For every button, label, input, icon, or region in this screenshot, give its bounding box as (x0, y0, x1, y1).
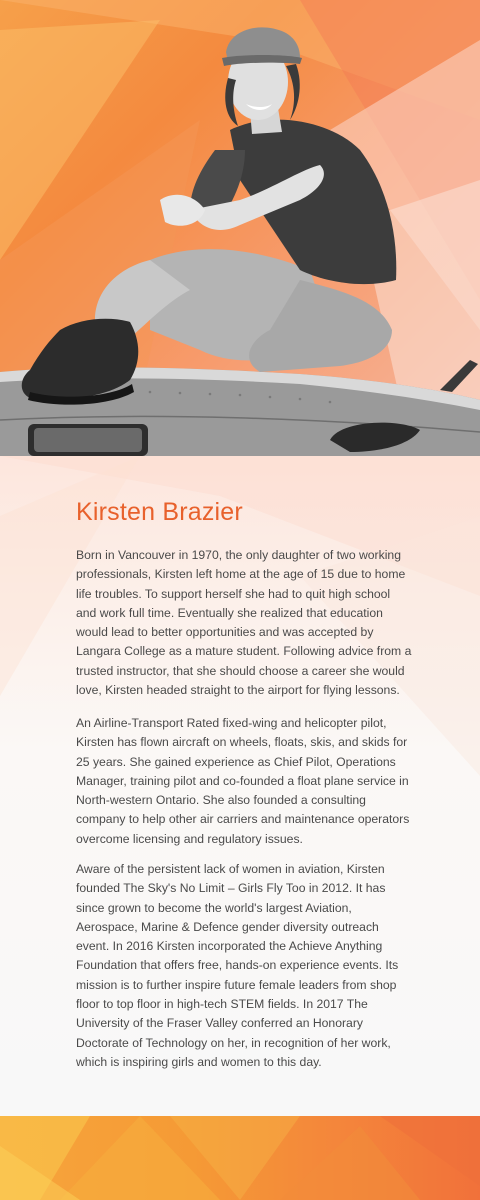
footer-banner (0, 1116, 480, 1200)
bio-section (0, 456, 480, 1116)
person-name: Kirsten Brazier (76, 498, 243, 526)
footer-graphic (0, 1116, 480, 1200)
hero-banner (0, 0, 480, 456)
hero-graphic (0, 0, 480, 456)
bio-paragraph-career: An Airline-Transport Rated fixed-wing and helicopter pilot, Kirsten has flown aircraft on wheels, floats, skis, and skids for 25 years. She gained experience as Chief Pilot, Operations Manager, training pilot and co-founded a float plane service in North-western Ontario. She also founded a consulting company to help other air carriers and maintenance operators overcome licensing and regulatory issues. (76, 716, 410, 846)
bio-paragraph-outreach: Aware of the persistent lack of women in aviation, Kirsten founded The Sky's No Limit – Girls Fly Too in 2012. It has since grown to become the world's largest Aviation, Aerospace, Marine & Defence gender diversity outreach event. In 2016 Kirsten incorporated the Achieve Anything Foundation that offers free, hands-on experience events. Its mission is to further inspire future female leaders from shop floor to top floor in high-tech STEM fields. In 2017 The University of the Fraser Valley conferred an Honorary Doctorate of Technology on her, in recognition of her work, which is inspiring girls and women to this day. (76, 862, 399, 1069)
bio-paragraph-early-life: Born in Vancouver in 1970, the only daughter of two working professionals, Kirsten left home at the age of 15 due to home life troubles. To support herself she had to quit high school and work full time. Eventually she realized that education would lead to better opportunities and was accepted by Langara College as a mature student. Following advice from a trusted instructor, that she should choose a career she would love, Kirsten headed straight to the airport for flying lessons. (76, 548, 412, 698)
